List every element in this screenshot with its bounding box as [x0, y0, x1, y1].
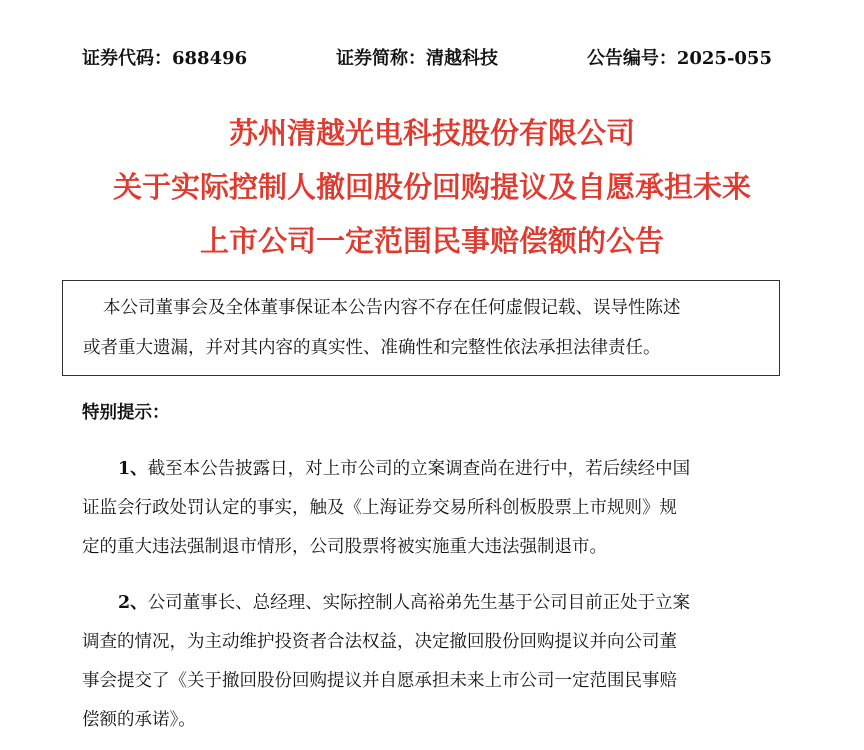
item-2-line-4: 偿额的承诺》。: [82, 710, 196, 730]
notice-number: 公告编号：2025-055: [586, 48, 772, 69]
special-notice-heading: 特别提示：: [82, 403, 170, 423]
item-2-line-2: 调查的情况，为主动维护投资者合法权益，决定撤回股份回购提议并向公司董: [82, 632, 677, 652]
disclaimer-line-1: 本公司董事会及全体董事保证本公告内容不存在任何虚假记载、误导性陈述: [103, 298, 681, 318]
item-1-line-1: [118, 456, 690, 482]
title-company: 苏州清越光电科技股份有限公司: [228, 116, 635, 150]
item-1-text-1: 截至本公告披露日，对上市公司的立案调查尚在进行中，若后续经中国: [147, 459, 691, 479]
title-line-2: 关于实际控制人撤回股份回购提议及自愿承担未来: [112, 170, 751, 204]
item-2-number: 2、: [118, 593, 148, 613]
disclaimer-line-2: 或者重大遗漏，并对其内容的真实性、准确性和完整性依法承担法律责任。: [83, 338, 661, 358]
item-1-number: 1、: [118, 459, 148, 479]
document-header: [82, 46, 772, 72]
disclaimer-box: [62, 280, 780, 376]
item-2-line-3: 事会提交了《关于撤回股份回购提议并自愿承担未来上市公司一定范围民事赔: [82, 671, 677, 691]
security-code: 证券代码：688496: [82, 48, 248, 69]
title-line-3: 上市公司一定范围民事赔偿额的公告: [199, 224, 664, 258]
item-2-line-1: [118, 590, 690, 616]
item-2-text-1: 公司董事长、总经理、实际控制人高裕弟先生基于公司目前正处于立案: [147, 593, 691, 613]
item-1-line-2: 证监会行政处罚认定的事实，触及《上海证券交易所科创板股票上市规则》规: [82, 498, 677, 518]
item-1-line-3: 定的重大违法强制退市情形，公司股票将被实施重大违法强制退市。: [82, 537, 607, 557]
security-short-name: 证券简称：清越科技: [336, 48, 498, 69]
